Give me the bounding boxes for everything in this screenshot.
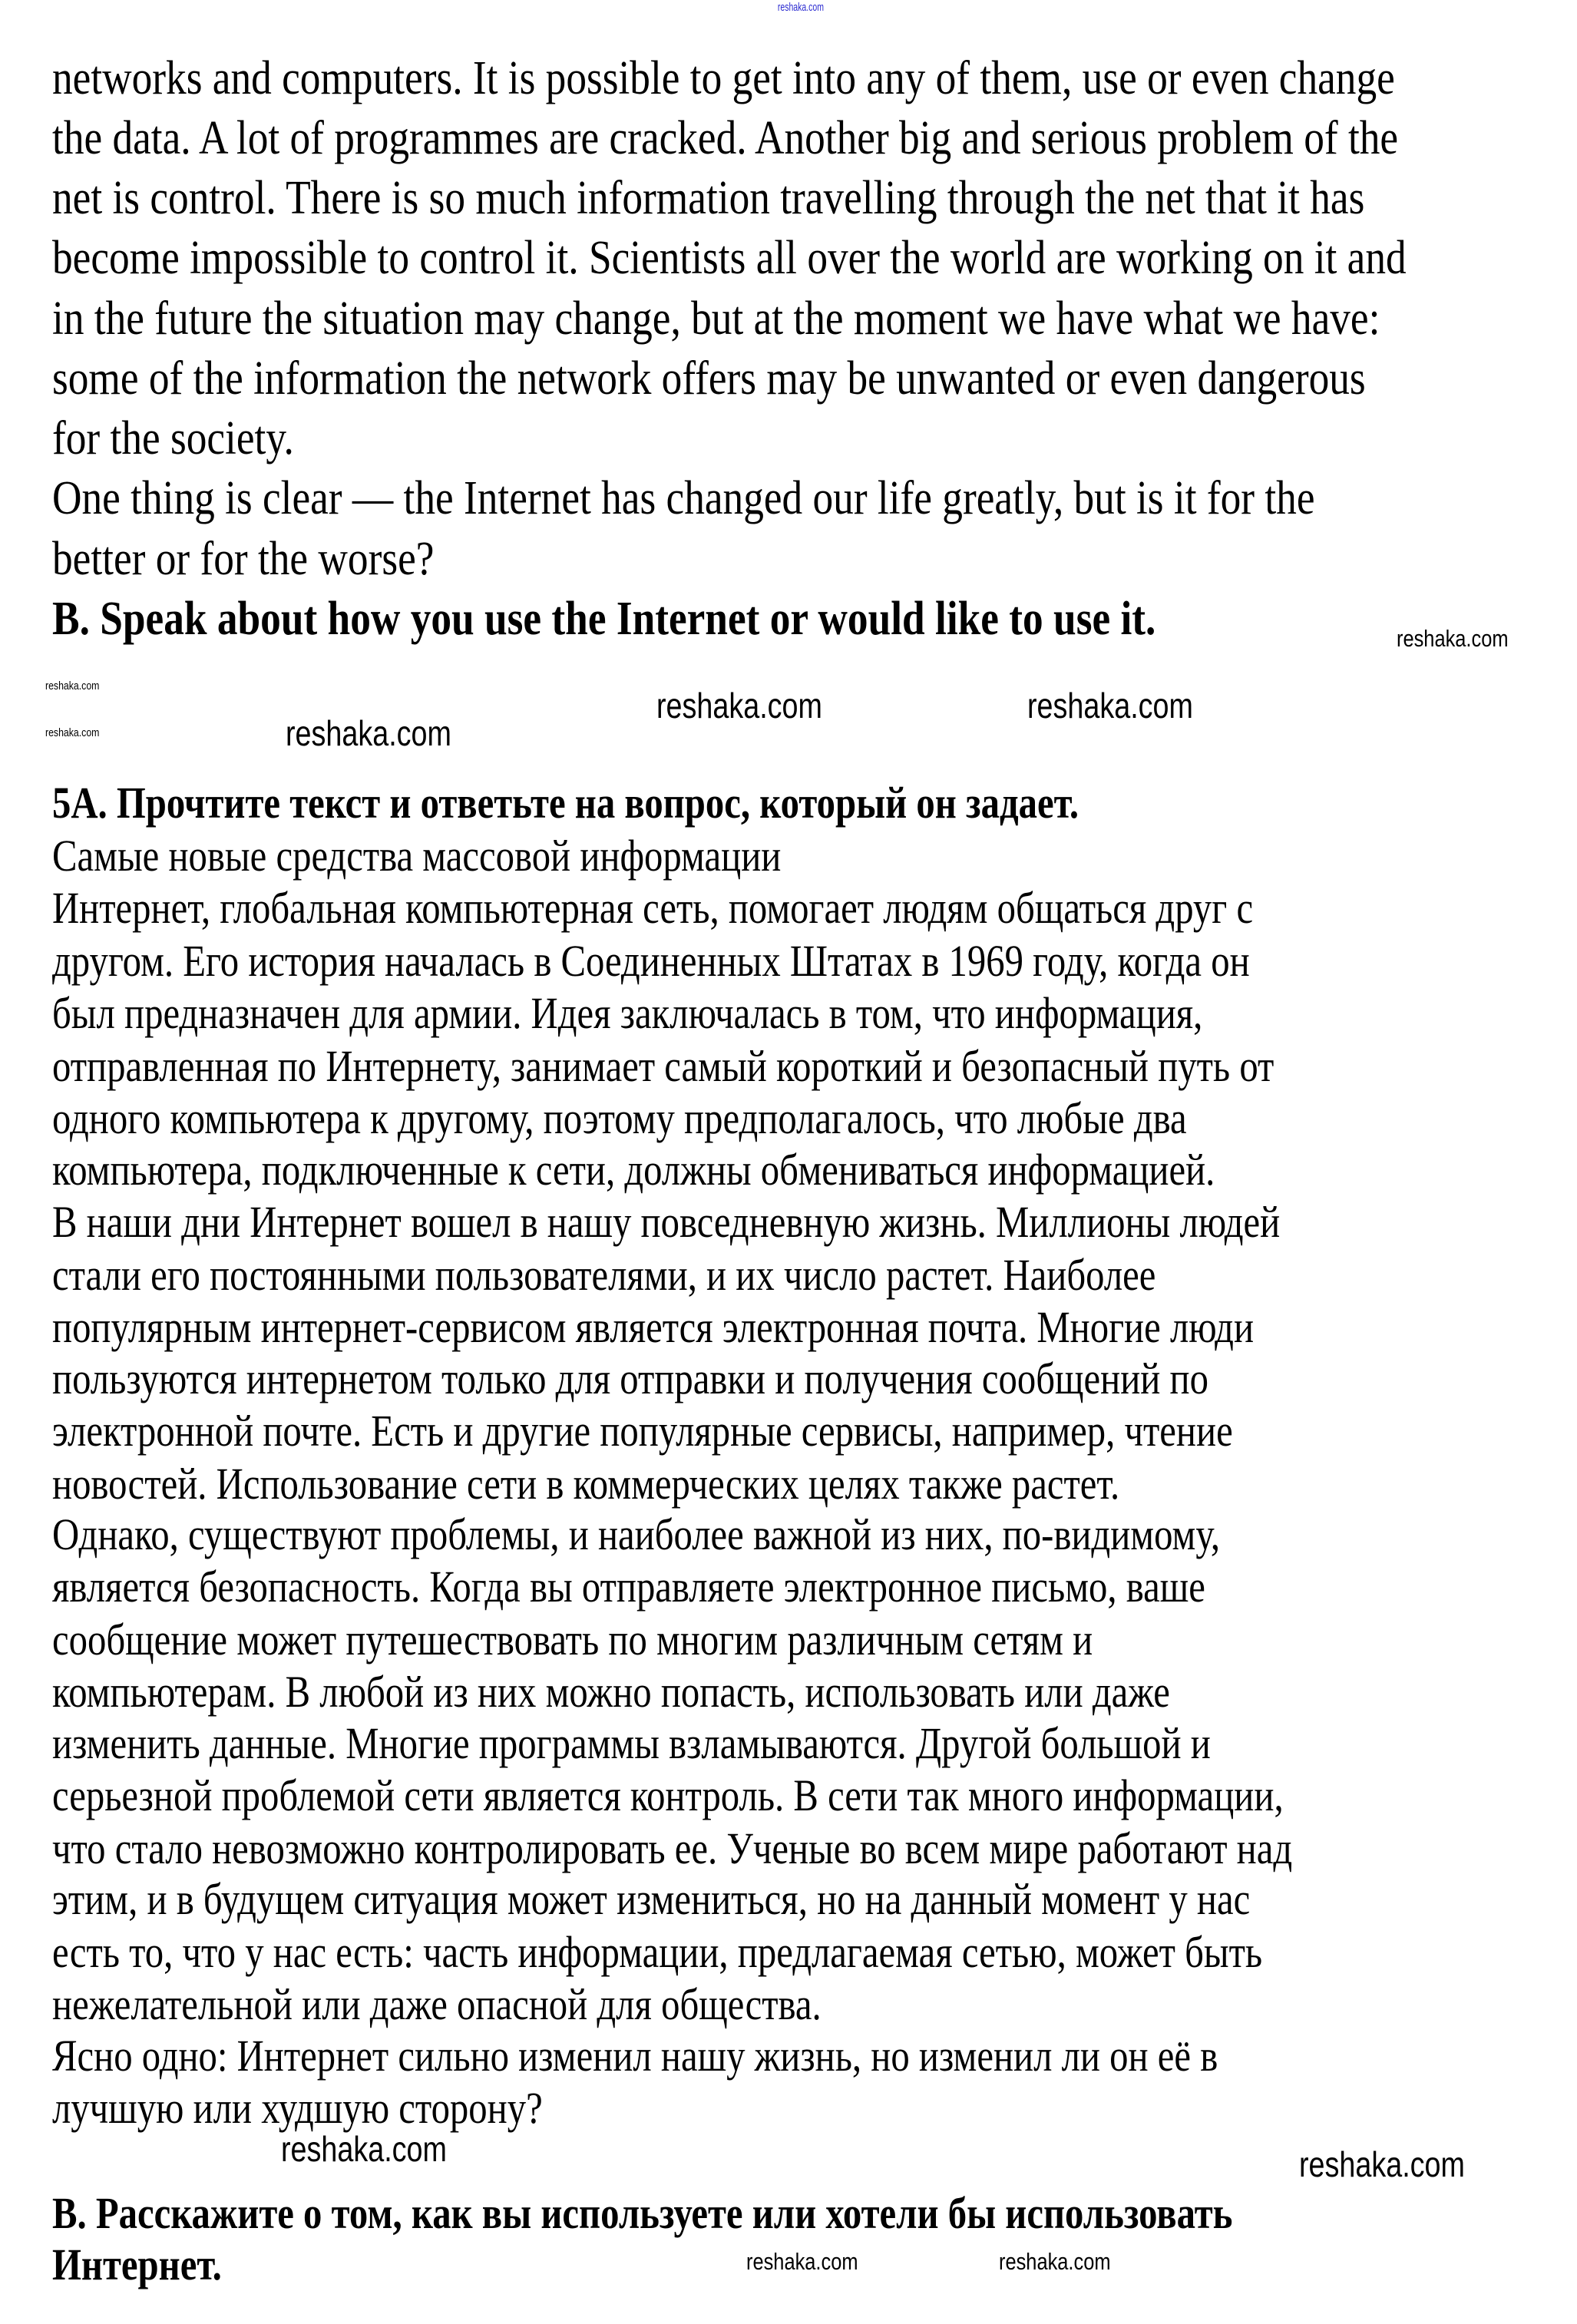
russian-text-line: одного компьютера к другому, поэтому предполагалось, что любые два bbox=[52, 1093, 1187, 1144]
header-watermark: reshaka.com bbox=[777, 1, 824, 14]
russian-text-line: популярным интернет-сервисом является электронная почта. Многие люди bbox=[52, 1302, 1255, 1353]
watermark-text: reshaka.com bbox=[998, 2248, 1111, 2276]
russian-text-line: электронной почте. Есть и другие популярные сервисы, например, чтение bbox=[52, 1406, 1233, 1456]
english-text-line: the data. A lot of programmes are cracked. Another big and serious problem of the bbox=[52, 111, 1399, 164]
english-text-line: net is control. There is so much information travelling through the net that it has bbox=[52, 172, 1365, 225]
russian-text-title: Самые новые средства массовой информации bbox=[52, 830, 782, 881]
task-b-heading-russian-cont: Интернет. bbox=[52, 2239, 222, 2289]
watermark-text: reshaka.com bbox=[1027, 686, 1193, 726]
russian-text-line: этим, и в будущем ситуация может измениться, но на данный момент у нас bbox=[52, 1874, 1251, 1925]
watermark-text: reshaka.com bbox=[746, 2248, 858, 2276]
english-text-line: become impossible to control it. Scientists all over the world are working on it and bbox=[52, 232, 1407, 285]
russian-text-line: нежелательной или даже опасной для общества. bbox=[52, 1979, 822, 2030]
task-b-heading-russian: B. Расскажите о том, как вы используете или хотели бы использовать bbox=[52, 2188, 1233, 2239]
russian-text-line: что стало невозможно контролировать ее. Ученые во всем мире работают над bbox=[52, 1823, 1293, 1873]
russian-text-line: серьезной проблемой сети является контроль. В сети так много информации, bbox=[52, 1770, 1284, 1821]
russian-text-line: Интернет, глобальная компьютерная сеть, помогает людям общаться друг с bbox=[52, 883, 1254, 934]
russian-text-line: лучшую или худшую сторону? bbox=[52, 2083, 543, 2134]
russian-text-line: был предназначен для армии. Идея заключалась в том, что информация, bbox=[52, 988, 1203, 1039]
english-text-line: One thing is clear — the Internet has changed our life greatly, but is it for the bbox=[52, 472, 1315, 525]
watermark-text: reshaka.com bbox=[656, 686, 822, 726]
english-text-line: in the future the situation may change, but at the moment we have what we have: bbox=[52, 292, 1380, 345]
task-5a-heading: 5A. Прочтите текст и ответьте на вопрос, который он задает. bbox=[52, 778, 1079, 828]
russian-text-line: В наши дни Интернет вошел в нашу повседневную жизнь. Миллионы людей bbox=[52, 1197, 1281, 1248]
russian-text-line: Однако, существуют проблемы, и наиболее важной из них, по-видимому, bbox=[52, 1509, 1221, 1560]
russian-text-line: компьютера, подключенные к сети, должны обмениваться информацией. bbox=[52, 1144, 1215, 1195]
russian-text-line: стали его постоянными пользователями, и их число растет. Наиболее bbox=[52, 1249, 1156, 1300]
russian-text-line: пользуются интернетом только для отправки и получения сообщений по bbox=[52, 1353, 1208, 1403]
watermark-text: reshaka.com bbox=[45, 726, 100, 740]
watermark-text: reshaka.com bbox=[1397, 624, 1509, 652]
russian-text-line: сообщение может путешествовать по многим различным сетям и bbox=[52, 1614, 1093, 1664]
russian-text-line: отправленная по Интернету, занимает самый короткий и безопасный путь от bbox=[52, 1040, 1274, 1091]
russian-text-line: другом. Его история началась в Соединенных Штатах в 1969 году, когда он bbox=[52, 935, 1250, 986]
english-text-line: better or for the worse? bbox=[52, 532, 435, 585]
watermark-text: reshaka.com bbox=[280, 2129, 447, 2170]
russian-text-line: является безопасность. Когда вы отправляете электронное письмо, ваше bbox=[52, 1562, 1205, 1612]
watermark-text: reshaka.com bbox=[45, 679, 100, 693]
english-text-line: for the society. bbox=[52, 412, 294, 465]
russian-text-line: новостей. Использование сети в коммерческих целях также растет. bbox=[52, 1458, 1120, 1509]
russian-text-line: Ясно одно: Интернет сильно изменил нашу жизнь, но изменил ли он её в bbox=[52, 2030, 1218, 2081]
english-text-line: networks and computers. It is possible to get into any of them, use or even change bbox=[52, 51, 1395, 104]
russian-text-line: изменить данные. Многие программы взламываются. Другой большой и bbox=[52, 1717, 1211, 1768]
watermark-text: reshaka.com bbox=[1298, 2144, 1465, 2184]
task-b-heading-english: B. Speak about how you use the Internet or would like to use it. bbox=[52, 592, 1156, 645]
russian-text-line: есть то, что у нас есть: часть информации, предлагаемая сетью, может быть bbox=[52, 1926, 1263, 1977]
russian-text-line: компьютерам. В любой из них можно попасть, использовать или даже bbox=[52, 1667, 1170, 1717]
english-text-line: some of the information the network offers may be unwanted or even dangerous bbox=[52, 352, 1366, 405]
watermark-text: reshaka.com bbox=[285, 712, 451, 753]
